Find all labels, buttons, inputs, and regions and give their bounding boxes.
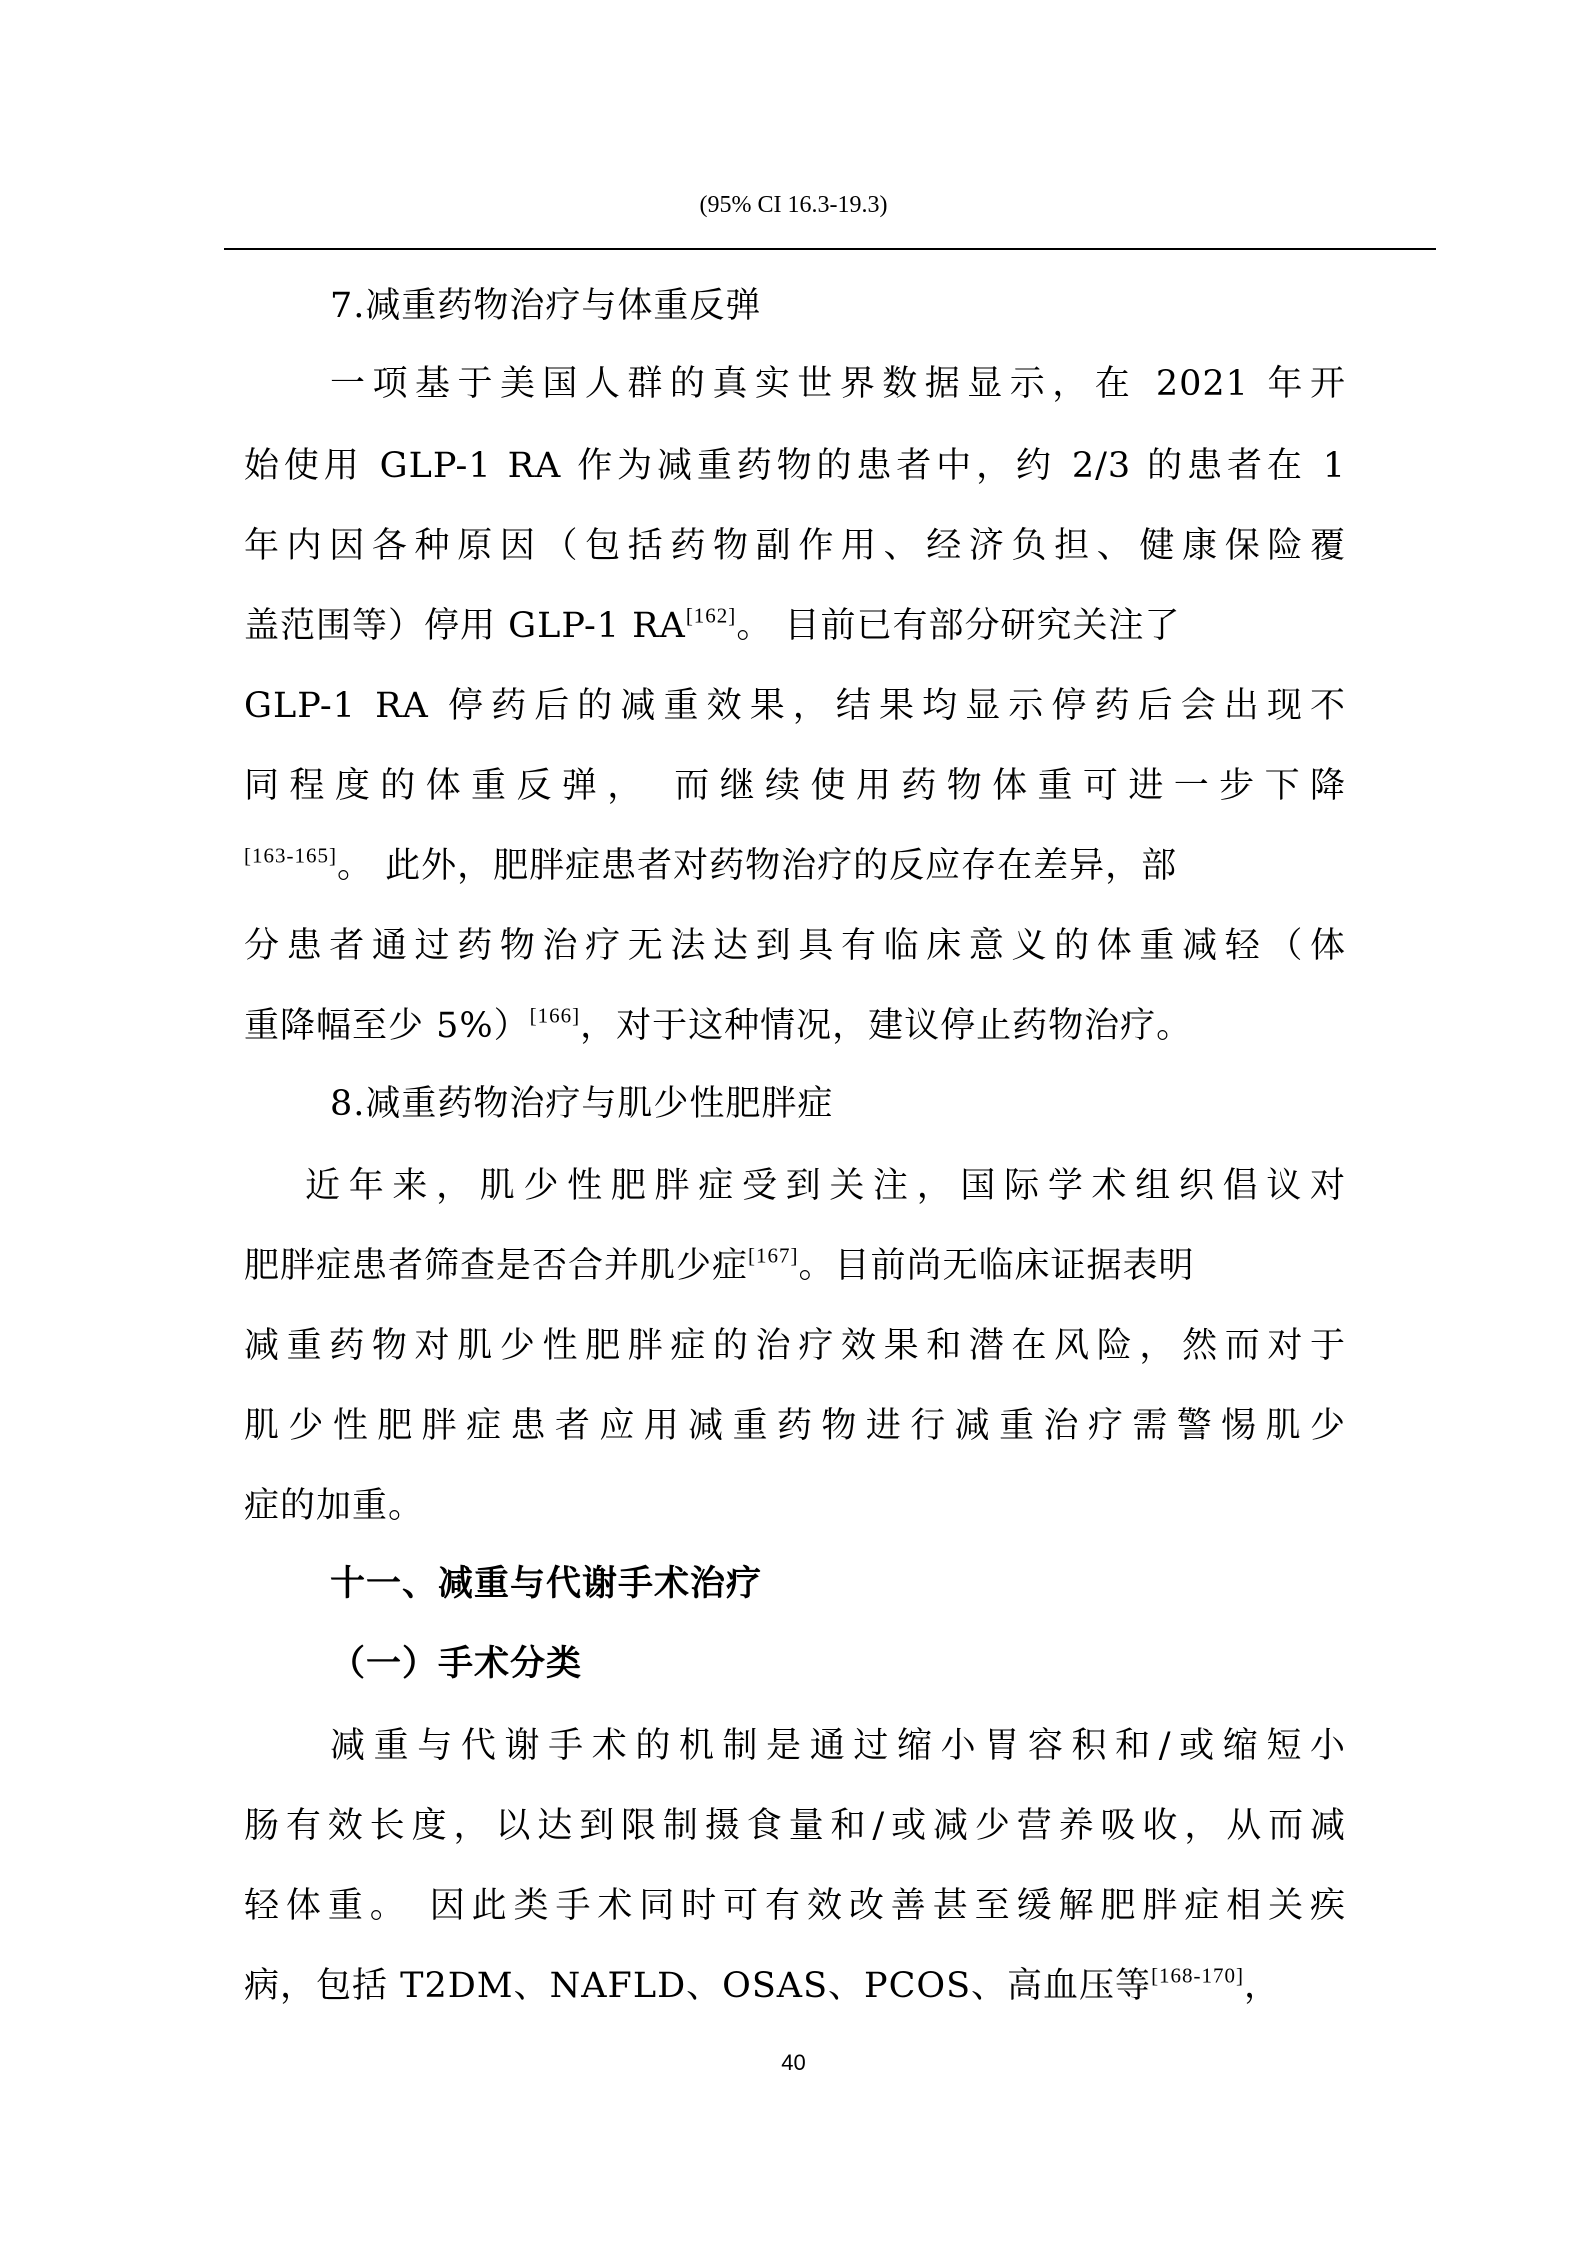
citation: [163-165] bbox=[244, 843, 337, 868]
citation: [167] bbox=[748, 1243, 799, 1268]
citation: [168-170] bbox=[1151, 1963, 1245, 1988]
paragraph-line: 肌少性肥胖症患者应用减重药物进行减重治疗需警惕肌少 bbox=[244, 1406, 1346, 1446]
paragraph-line: 一项基于美国人群的真实世界数据显示，在 2021 年开 bbox=[330, 364, 1346, 404]
paragraph-line: 始使用 GLP-1 RA 作为减重药物的患者中，约 2/3 的患者在 1 bbox=[244, 446, 1346, 486]
paragraph-line: 分患者通过药物治疗无法达到具有临床意义的体重减轻（体 bbox=[244, 926, 1346, 966]
page-number: 40 bbox=[781, 2050, 806, 2075]
paragraph-line: 近年来，肌少性肥胖症受到关注，国际学术组织倡议对 bbox=[305, 1166, 1346, 1206]
paragraph-line: 肥胖症患者筛查是否合并肌少症[167]。目前尚无临床证据表明 bbox=[244, 1243, 1195, 1286]
paragraph-line: [163-165]。 此外，肥胖症患者对药物治疗的反应存在差异，部 bbox=[244, 843, 1178, 886]
section-11-heading: 十一、减重与代谢手术治疗 bbox=[330, 1564, 763, 1604]
paragraph-line: 肠有效长度，以达到限制摄食量和/或减少营养吸收，从而减 bbox=[244, 1806, 1346, 1846]
paragraph-line: 同程度的体重反弹， 而继续使用药物体重可进一步下降 bbox=[244, 766, 1346, 806]
section-7-heading: 7.减重药物治疗与体重反弹 bbox=[330, 286, 762, 326]
paragraph-line: 症的加重。 bbox=[244, 1486, 425, 1526]
paragraph-line: 减重药物对肌少性肥胖症的治疗效果和潜在风险，然而对于 bbox=[244, 1326, 1346, 1366]
paragraph-line: 减重与代谢手术的机制是通过缩小胃容积和/或缩短小 bbox=[330, 1726, 1346, 1766]
section-8-heading: 8.减重药物治疗与肌少性肥胖症 bbox=[330, 1084, 834, 1124]
table-footnote: (95% CI 16.3-19.3) bbox=[699, 192, 888, 218]
citation: [162] bbox=[685, 603, 737, 628]
paragraph-line: GLP-1 RA 停药后的减重效果，结果均显示停药后会出现不 bbox=[244, 686, 1346, 726]
paragraph-line: 重降幅至少 5%）[166]，对于这种情况，建议停止药物治疗。 bbox=[244, 1003, 1193, 1046]
paragraph-line: 年内因各种原因（包括药物副作用、经济负担、健康保险覆 bbox=[244, 526, 1346, 566]
horizontal-rule bbox=[224, 248, 1436, 250]
paragraph-line: 轻体重。 因此类手术同时可有效改善甚至缓解肥胖症相关疾 bbox=[244, 1886, 1346, 1926]
citation: [166] bbox=[529, 1003, 581, 1028]
paragraph-line: 盖范围等）停用 GLP-1 RA[162]。 目前已有部分研究关注了 bbox=[244, 603, 1181, 646]
subsection-heading: （一）手术分类 bbox=[330, 1644, 583, 1684]
paragraph-line: 病，包括 T2DM、NAFLD、OSAS、PCOS、高血压等[168-170]， bbox=[244, 1963, 1281, 2006]
